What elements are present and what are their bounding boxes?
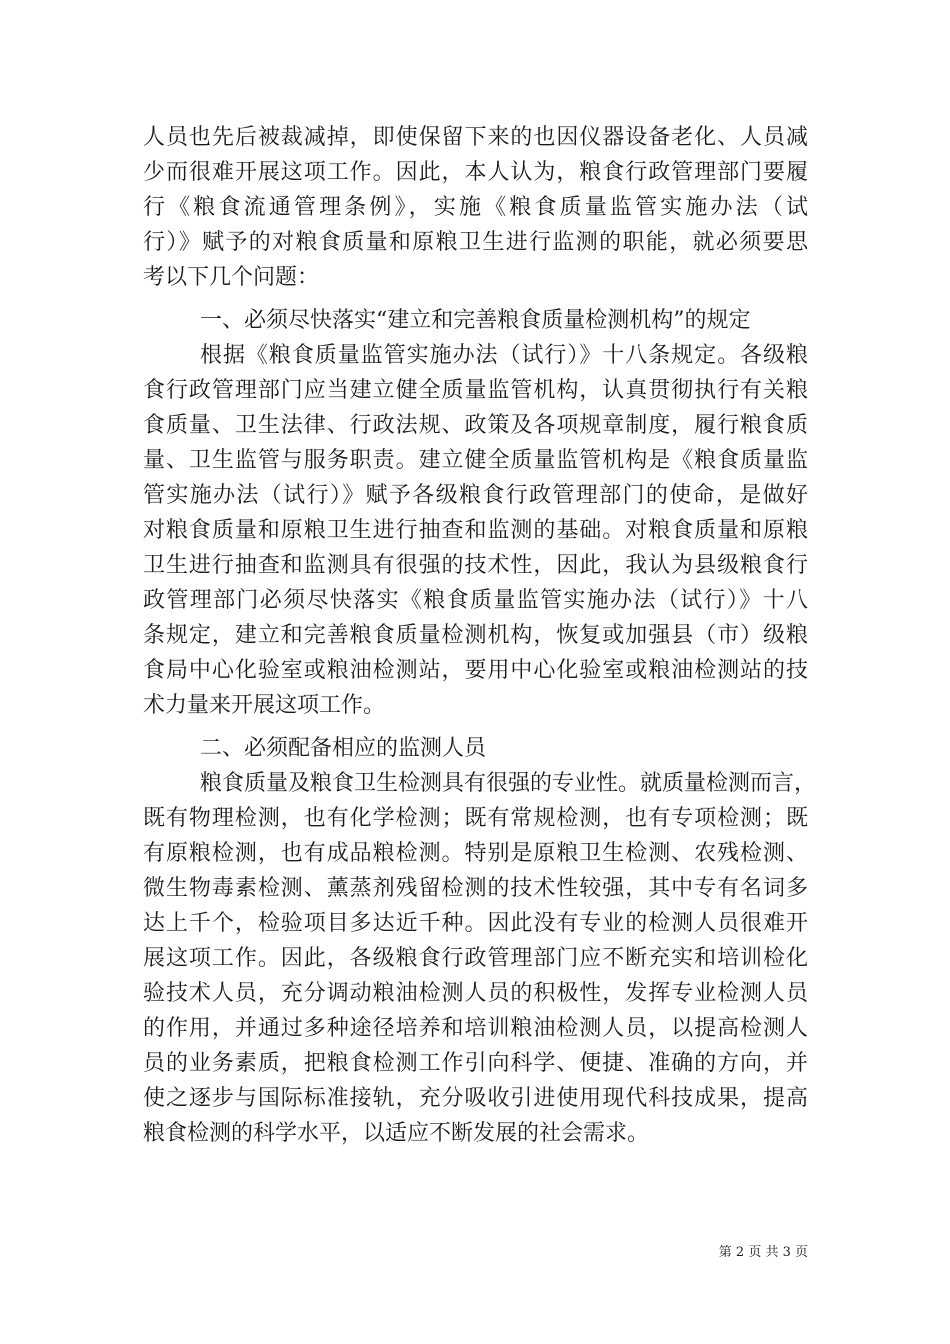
paragraph-line: 行）》赋予的对粮食质量和原粮卫生进行监测的职能，就必须要思: [143, 230, 808, 255]
paragraph-line: 食行政管理部门应当建立健全质量监管机构，认真贯彻执行有关粮: [143, 378, 808, 403]
paragraph-line: 食质量、卫生法律、行政法规、政策及各项规章制度，履行粮食质: [143, 413, 808, 438]
paragraph-line: 对粮食质量和原粮卫生进行抽查和监测的基础。对粮食质量和原粮: [143, 518, 808, 543]
page-number: 第 2 页 共 3 页: [718, 1245, 808, 1260]
paragraph-line: 微生物毒素检测、薰蒸剂残留检测的技术性较强，其中专有名词多: [143, 876, 808, 901]
paragraph-line: 考以下几个问题：: [143, 265, 320, 290]
section-heading: 一、必须尽快落实“建立和完善粮食质量检测机构”的规定: [200, 308, 751, 333]
paragraph-line: 的作用，并通过多种途径培养和培训粮油检测人员，以提高检测人: [143, 1016, 808, 1041]
paragraph-line: 展这项工作。因此，各级粮食行政管理部门应不断充实和培训检化: [143, 946, 808, 971]
paragraph-line: 达上千个，检验项目多达近千种。因此没有专业的检测人员很难开: [143, 911, 808, 936]
paragraph-line: 粮食检测的科学水平，以适应不断发展的社会需求。: [143, 1121, 650, 1146]
paragraph-line: 少而很难开展这项工作。因此，本人认为，粮食行政管理部门要履: [143, 160, 808, 185]
paragraph-line: 政管理部门必须尽快落实《粮食质量监管实施办法（试行）》十八: [143, 588, 808, 613]
paragraph-line: 卫生进行抽查和监测具有很强的技术性，因此，我认为县级粮食行: [143, 553, 808, 578]
paragraph-line: 量、卫生监管与服务职责。建立健全质量监管机构是《粮食质量监: [143, 448, 808, 473]
paragraph-line: 人员也先后被裁减掉，即使保留下来的也因仪器设备老化、人员减: [143, 125, 808, 150]
paragraph-line: 术力量来开展这项工作。: [143, 693, 386, 718]
paragraph-line: 条规定，建立和完善粮食质量检测机构，恢复或加强县（市）级粮: [143, 623, 808, 648]
paragraph-line: 员的业务素质，把粮食检测工作引向科学、便捷、准确的方向，并: [143, 1051, 808, 1076]
paragraph-line: 既有物理检测，也有化学检测；既有常规检测，也有专项检测；既: [143, 806, 808, 831]
paragraph-line: 根据《粮食质量监管实施办法（试行）》十八条规定。各级粮: [200, 343, 808, 368]
paragraph-line: 有原粮检测，也有成品粮检测。特别是原粮卫生检测、农残检测、: [143, 841, 808, 866]
paragraph-line: 食局中心化验室或粮油检测站，要用中心化验室或粮油检测站的技: [143, 658, 808, 683]
paragraph-line: 行《粮食流通管理条例》，实施《粮食质量监管实施办法（试: [143, 195, 808, 220]
paragraph-line: 使之逐步与国际标准接轨，充分吸收引进使用现代科技成果，提高: [143, 1086, 808, 1111]
paragraph-line: 验技术人员，充分调动粮油检测人员的积极性，发挥专业检测人员: [143, 981, 808, 1006]
section-heading: 二、必须配备相应的监测人员: [200, 736, 487, 761]
paragraph-line: 管实施办法（试行）》赋予各级粮食行政管理部门的使命，是做好: [143, 483, 808, 508]
paragraph-line: 粮食质量及粮食卫生检测具有很强的专业性。就质量检测而言，: [200, 771, 817, 796]
